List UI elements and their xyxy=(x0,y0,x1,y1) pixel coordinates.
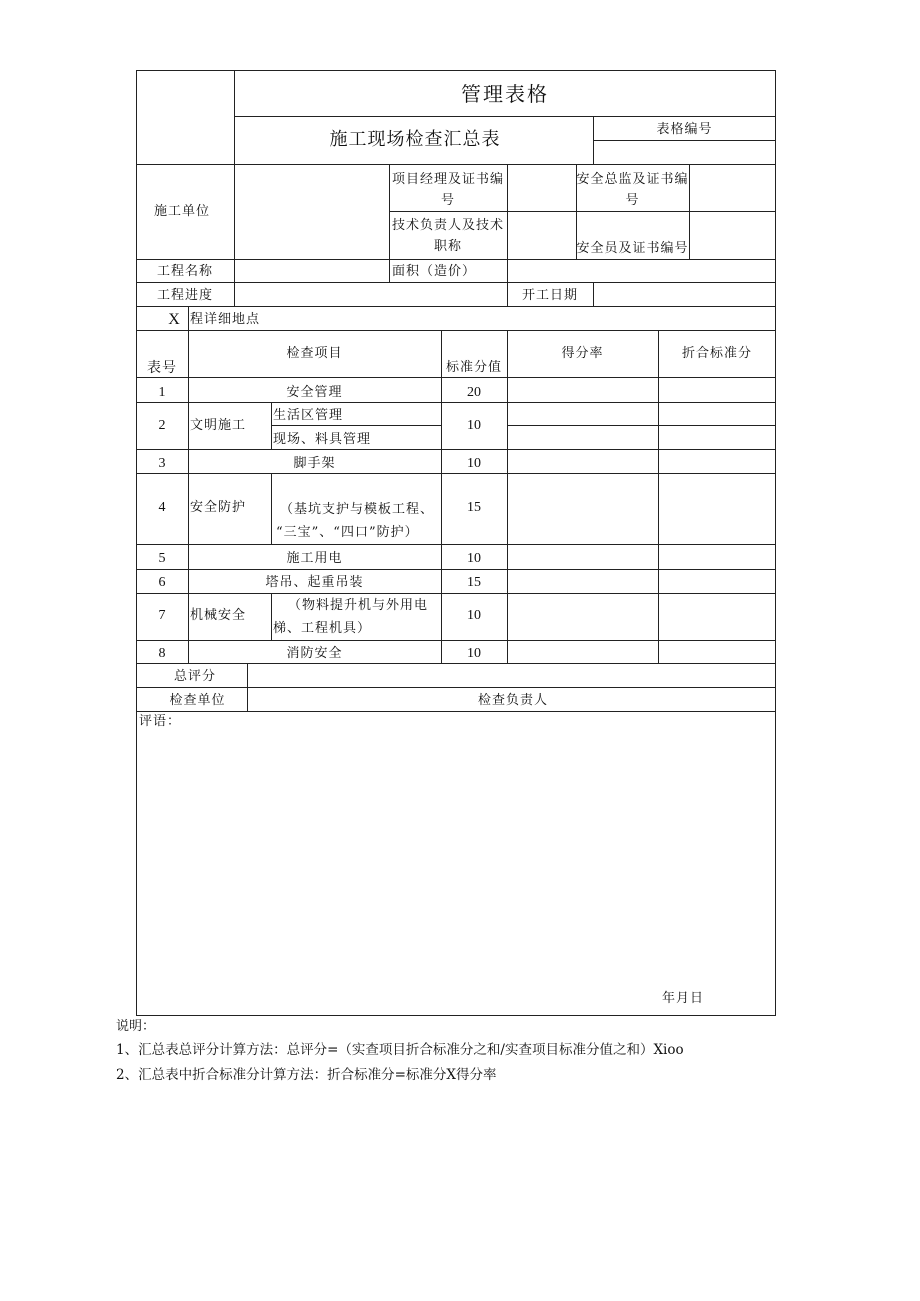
converted-score-field[interactable] xyxy=(659,426,775,448)
converted-score-field[interactable] xyxy=(659,474,775,543)
row-subitem: 梯、工程机具） xyxy=(273,621,372,636)
inspector-field[interactable] xyxy=(560,688,775,710)
progress-field[interactable] xyxy=(235,283,506,305)
row-no: 6 xyxy=(158,575,166,590)
col-header-conv: 折合标准分 xyxy=(681,346,752,361)
score-rate-field[interactable] xyxy=(508,570,657,592)
safety-director-label-line2: 号 xyxy=(625,193,640,208)
score-rate-field[interactable] xyxy=(508,641,657,662)
note-line-2: 2、汇总表中折合标准分计算方法：折合标准分=标准分X得分率 xyxy=(116,1067,497,1083)
col-header-rate: 得分率 xyxy=(561,346,604,361)
row-item: 安全防护 xyxy=(190,500,247,515)
notes-title: 说明： xyxy=(116,1019,156,1034)
note-line-1: 1、汇总表总评分计算方法：总评分=（实查项目折合标准分之和/实查项目标准分值之和）Xioo xyxy=(116,1042,684,1058)
row-no: 2 xyxy=(158,418,166,433)
row-item: 文明施工 xyxy=(190,418,247,433)
row-std: 10 xyxy=(467,551,481,566)
area-cost-field[interactable] xyxy=(508,260,775,281)
pm-cert-field[interactable] xyxy=(508,165,575,210)
safety-director-label-line1: 安全总监及证书编 xyxy=(576,172,689,187)
row-no: 5 xyxy=(158,551,166,566)
tech-lead-label-line2: 职称 xyxy=(433,239,462,254)
row-subitem: （物料提升机与外用电 xyxy=(288,598,429,613)
remarks-label: 评语： xyxy=(139,714,182,729)
row-std: 20 xyxy=(467,385,481,400)
row-std: 15 xyxy=(467,500,481,515)
score-rate-field[interactable] xyxy=(508,378,657,401)
rule xyxy=(136,164,776,165)
score-rate-field[interactable] xyxy=(508,545,657,568)
col-header-no: 表号 xyxy=(147,360,177,376)
inspector-label: 检查负责人 xyxy=(478,693,549,708)
row-std: 15 xyxy=(467,575,481,590)
total-score-label: 总评分 xyxy=(173,669,216,684)
col-header-std: 标准分值 xyxy=(445,360,502,375)
converted-score-field[interactable] xyxy=(659,594,775,639)
total-score-field[interactable] xyxy=(248,664,775,686)
rule xyxy=(271,473,272,544)
row-subitem: “三宝”、“四口”防护） xyxy=(276,525,419,540)
safety-officer-label: 安全员及证书编号 xyxy=(576,241,689,256)
start-date-label: 开工日期 xyxy=(521,288,578,303)
row-std: 10 xyxy=(467,456,481,471)
rule xyxy=(188,330,189,663)
pm-cert-label-line1: 项目经理及证书编 xyxy=(391,172,504,187)
rule xyxy=(136,711,776,712)
row-item: 消防安全 xyxy=(286,646,343,661)
row-std: 10 xyxy=(467,418,481,433)
row-no: 1 xyxy=(158,385,166,400)
address-field[interactable] xyxy=(300,307,775,329)
score-rate-field[interactable] xyxy=(508,474,657,543)
row-std: 10 xyxy=(467,608,481,623)
progress-label: 工程进度 xyxy=(156,288,213,303)
inspecting-unit-field[interactable] xyxy=(248,688,468,710)
tech-lead-label-line1: 技术负责人及技术 xyxy=(391,218,504,233)
converted-score-field[interactable] xyxy=(659,378,775,401)
row-item: 机械安全 xyxy=(190,608,247,623)
row-std: 10 xyxy=(467,646,481,661)
safety-director-field[interactable] xyxy=(690,165,775,210)
converted-score-field[interactable] xyxy=(659,570,775,592)
score-rate-field[interactable] xyxy=(508,594,657,639)
construction-unit-field[interactable] xyxy=(235,165,388,258)
converted-score-field[interactable] xyxy=(659,545,775,568)
rule xyxy=(271,425,441,426)
rule xyxy=(136,330,776,331)
construction-unit-label: 施工单位 xyxy=(153,204,210,219)
project-name-label: 工程名称 xyxy=(156,264,213,279)
rule xyxy=(234,116,776,117)
rule xyxy=(271,402,272,449)
score-rate-field[interactable] xyxy=(508,450,657,472)
row-item: 施工用电 xyxy=(286,551,343,566)
tech-lead-field[interactable] xyxy=(508,212,575,258)
converted-score-field[interactable] xyxy=(659,641,775,662)
col-header-item: 检查项目 xyxy=(286,346,343,361)
row-item: 安全管理 xyxy=(286,385,343,400)
row-subitem: 生活区管理 xyxy=(273,408,344,423)
project-name-field[interactable] xyxy=(235,260,388,281)
row-item: 脚手架 xyxy=(293,456,336,471)
inspecting-unit-label: 检查单位 xyxy=(169,693,226,708)
safety-officer-field[interactable] xyxy=(690,212,775,258)
form-number-label: 表格编号 xyxy=(656,122,713,137)
pm-cert-label-line2: 号 xyxy=(440,193,455,208)
row-subitem: 现场、料具管理 xyxy=(273,432,372,447)
score-rate-field[interactable] xyxy=(508,403,657,424)
row-item: 塔吊、起重吊装 xyxy=(265,575,364,590)
form-title: 施工现场检查汇总表 xyxy=(329,129,501,150)
converted-score-field[interactable] xyxy=(659,403,775,424)
area-cost-label: 面积（造价） xyxy=(392,264,477,279)
address-label: 程详细地点 xyxy=(190,312,261,327)
score-rate-field[interactable] xyxy=(508,426,657,448)
row-no: 7 xyxy=(158,608,166,623)
category-title: 管理表格 xyxy=(461,82,549,106)
form-number-field[interactable] xyxy=(594,141,775,163)
rule xyxy=(188,306,189,330)
start-date-field[interactable] xyxy=(594,283,775,305)
sign-date: 年月日 xyxy=(662,991,705,1006)
rule xyxy=(271,593,272,640)
remarks-field[interactable] xyxy=(137,732,775,987)
row-no: 4 xyxy=(158,500,166,515)
row-no: 3 xyxy=(158,456,166,471)
address-mark: X xyxy=(168,311,180,328)
row-subitem: （基坑支护与模板工程、 xyxy=(280,502,435,517)
row-no: 8 xyxy=(158,646,166,661)
converted-score-field[interactable] xyxy=(659,450,775,472)
